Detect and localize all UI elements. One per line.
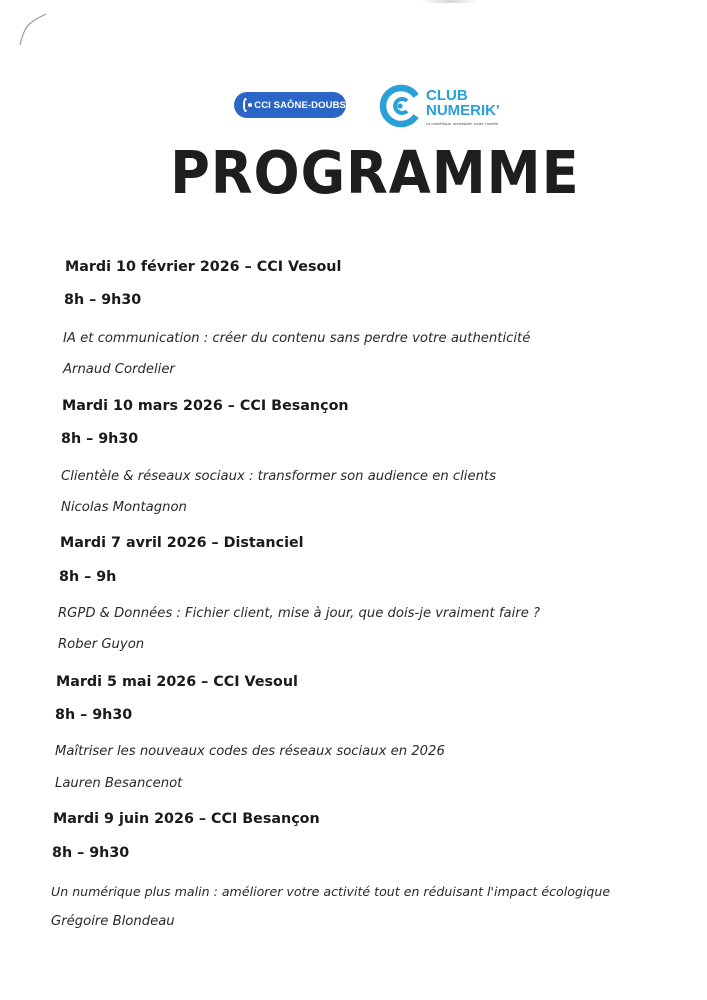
club-tagline: Le numérique, accessible, toute l'année: [426, 122, 498, 126]
event-2-date: Mardi 10 mars 2026 – CCI Besançon: [62, 398, 349, 414]
event-3-time: 8h – 9h: [59, 569, 117, 585]
event-2-topic: Clientèle & réseaux sociaux : transformer son audience en clients: [61, 469, 496, 484]
event-5-topic: Un numérique plus malin : améliorer votre activité tout en réduisant l'impact écologique: [51, 884, 611, 899]
event-4-date: Mardi 5 mai 2026 – CCI Vesoul: [56, 674, 298, 690]
event-2-time: 8h – 9h30: [61, 431, 139, 447]
event-1-date: Mardi 10 février 2026 – CCI Vesoul: [65, 259, 342, 275]
event-3-speaker: Rober Guyon: [58, 637, 145, 652]
event-4-topic: Maîtriser les nouveaux codes des réseaux sociaux en 2026: [55, 744, 445, 759]
event-5-date: Mardi 9 juin 2026 – CCI Besançon: [53, 811, 320, 827]
event-5-speaker: Grégoire Blondeau: [51, 914, 175, 929]
event-4-speaker: Lauren Besancenot: [55, 776, 183, 791]
page-title: PROGRAMME: [170, 138, 580, 207]
event-3-topic: RGPD & Données : Fichier client, mise à jour, que dois-je vraiment faire ?: [58, 606, 541, 621]
cci-logo-text: CCI SAÔNE-DOUBS: [254, 99, 346, 111]
event-3-date: Mardi 7 avril 2026 – Distanciel: [60, 535, 304, 551]
event-5-time: 8h – 9h30: [52, 845, 130, 861]
event-4-time: 8h – 9h30: [55, 707, 133, 723]
event-2-speaker: Nicolas Montagnon: [61, 500, 187, 515]
club-line-2: NUMERIK': [426, 102, 500, 119]
event-1-topic: IA et communication : créer du contenu sans perdre votre authenticité: [63, 331, 531, 346]
event-1-speaker: Arnaud Cordelier: [63, 362, 175, 377]
event-1-time: 8h – 9h30: [64, 292, 142, 308]
club-line-1: CLUB: [426, 87, 468, 104]
